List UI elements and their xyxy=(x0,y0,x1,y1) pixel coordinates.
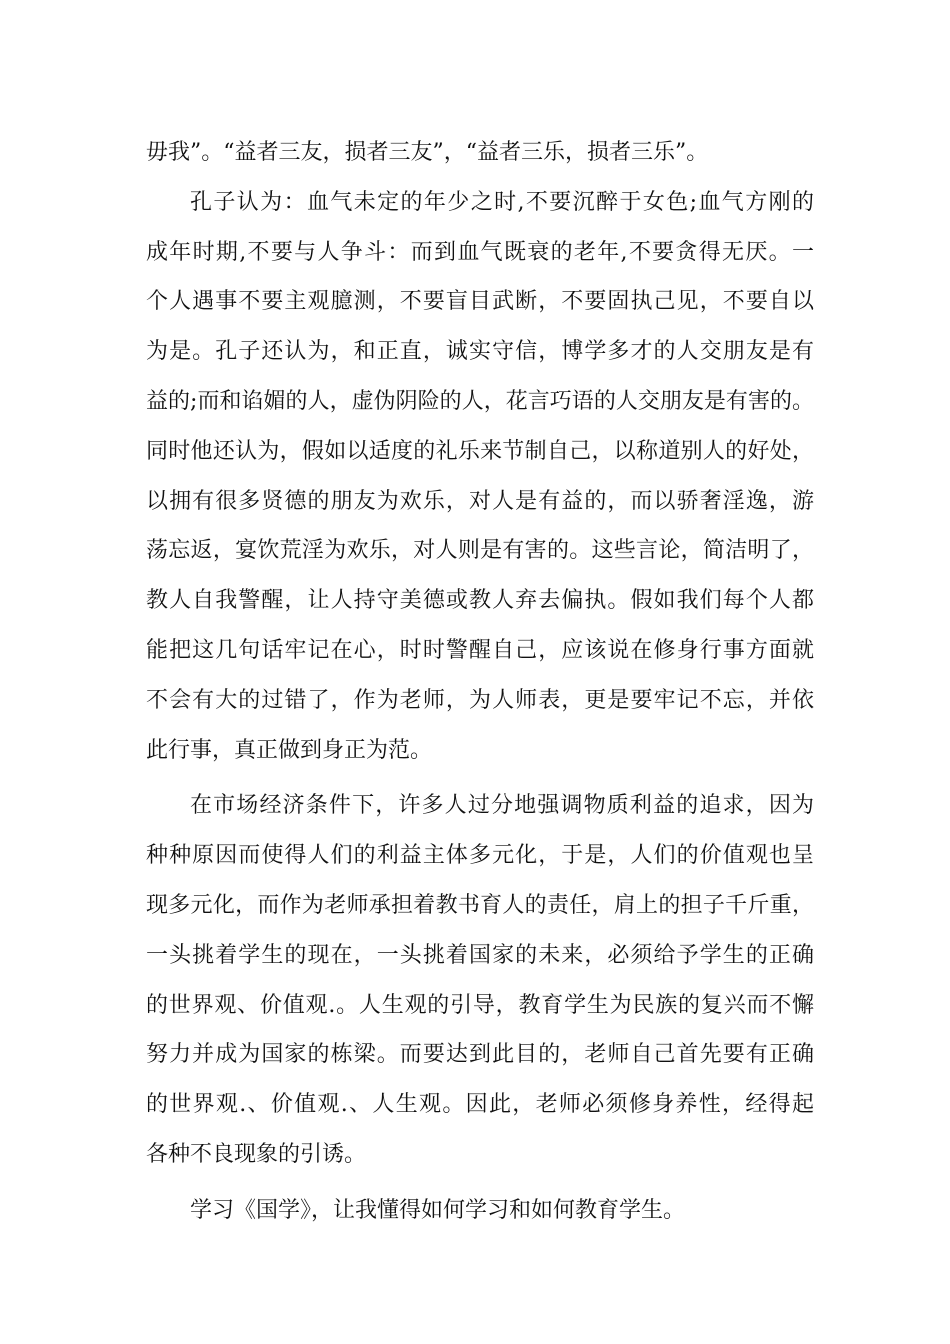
document-body xyxy=(146,128,814,1236)
paragraph-3-line-7: 的世界观.、价值观.、人生观。因此，老师必须修身养性，经得起 xyxy=(146,1092,814,1118)
paragraph-3-line-8: 各种不良现象的引诱。 xyxy=(146,1141,367,1167)
paragraph-1-line-1: 毋我”。“益者三友，损者三友”，“益者三乐，损者三乐”。 xyxy=(146,140,709,165)
paragraph-2-line-12: 此行事，真正做到身正为范。 xyxy=(146,737,433,763)
paragraph-3-line-4: 一头挑着学生的现在，一头挑着国家的未来，必须给予学生的正确 xyxy=(146,942,814,968)
paragraph-2-line-1: 孔子认为：血气未定的年少之时,不要沉醉于女色;血气方刚的 xyxy=(190,189,814,215)
paragraph-2-line-5: 益的;而和谄媚的人，虚伪阴险的人，花言巧语的人交朋友是有害的。 xyxy=(146,388,814,414)
paragraph-2-line-8: 荡忘返，宴饮荒淫为欢乐，对人则是有害的。这些言论，简洁明了， xyxy=(146,538,814,564)
paragraph-2-line-6: 同时他还认为，假如以适度的礼乐来节制自己，以称道别人的好处， xyxy=(146,438,814,464)
paragraph-3-line-2: 种种原因而使得人们的利益主体多元化，于是，人们的价值观也呈 xyxy=(146,843,814,869)
paragraph-2-line-10: 能把这几句话牢记在心，时时警醒自己，应该说在修身行事方面就 xyxy=(146,637,814,663)
paragraph-3-line-1: 在市场经济条件下，许多人过分地强调物质利益的追求，因为 xyxy=(190,793,814,819)
paragraph-4-line-1: 学习《国学》，让我懂得如何学习和如何教育学生。 xyxy=(190,1197,686,1223)
paragraph-2-line-7: 以拥有很多贤德的朋友为欢乐，对人是有益的，而以骄奢淫逸，游 xyxy=(146,488,814,514)
paragraph-3-line-6: 努力并成为国家的栋梁。而要达到此目的，老师自己首先要有正确 xyxy=(146,1042,814,1068)
paragraph-3-line-5: 的世界观、价值观.。人生观的引导，教育学生为民族的复兴而不懈 xyxy=(146,992,814,1018)
paragraph-2-line-9: 教人自我警醒，让人持守美德或教人弃去偏执。假如我们每个人都 xyxy=(146,588,814,614)
paragraph-2-line-4: 为是。孔子还认为，和正直，诚实守信，博学多才的人交朋友是有 xyxy=(146,339,814,365)
paragraph-2-line-11: 不会有大的过错了，作为老师，为人师表，更是要牢记不忘，并依 xyxy=(146,687,814,713)
paragraph-3-line-3: 现多元化，而作为老师承担着教书育人的责任，肩上的担子千斤重， xyxy=(146,892,814,918)
paragraph-2-line-2: 成年时期,不要与人争斗：而到血气既衰的老年,不要贪得无厌。一 xyxy=(146,239,814,265)
paragraph-2-line-3: 个人遇事不要主观臆测，不要盲目武断，不要固执己见，不要自以 xyxy=(146,289,814,315)
